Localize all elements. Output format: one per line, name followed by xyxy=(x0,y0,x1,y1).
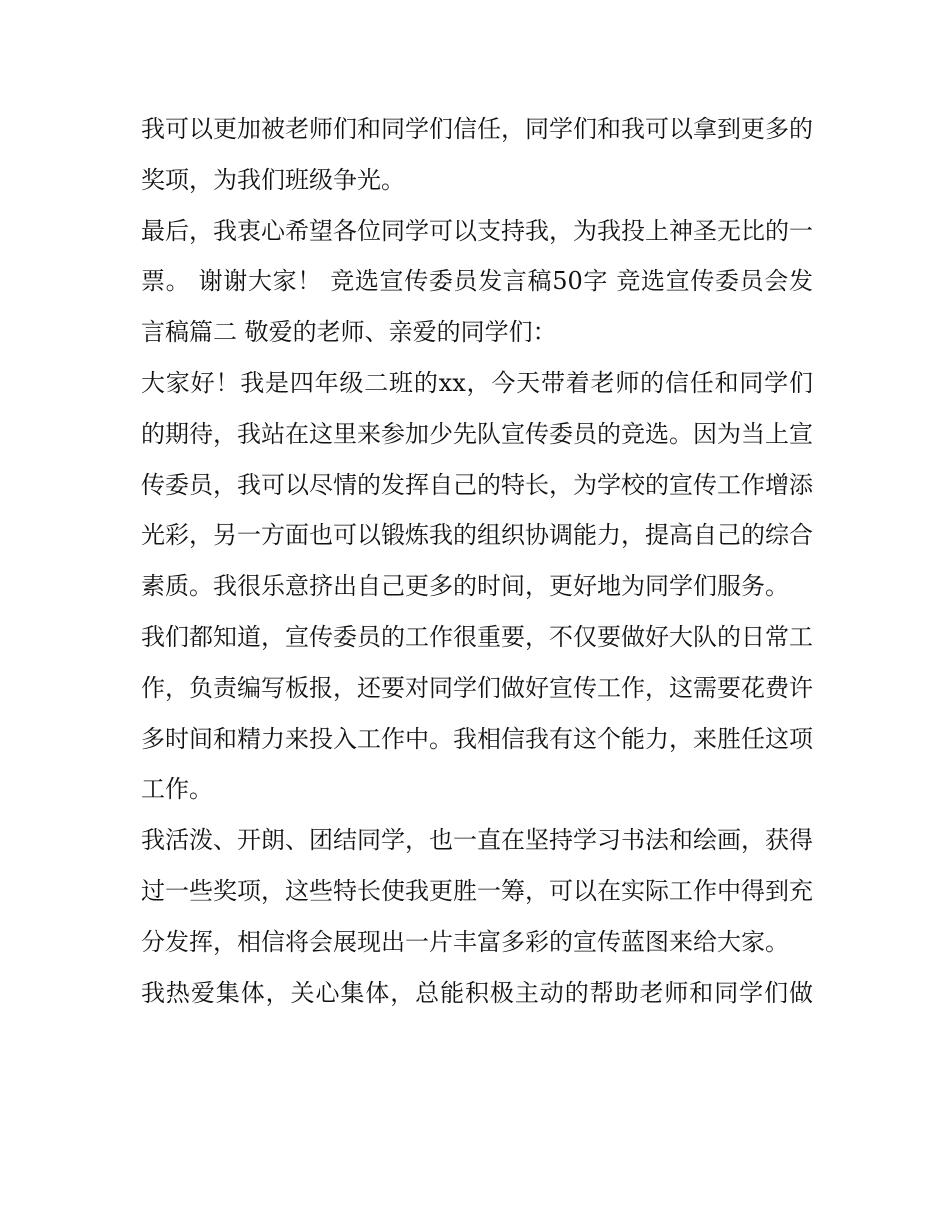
paragraph-1: 我可以更加被老师们和同学们信任，同学们和我可以拿到更多的奖项，为我们班级争光。 xyxy=(141,115,813,194)
paragraph-2: 最后，我衷心希望各位同学可以支持我，为我投上神圣无比的一票。 谢谢大家！ 竞选宣传委员发言稿50字 竞选宣传委员会发言稿篇二 敬爱的老师、亲爱的同学们： xyxy=(141,216,813,347)
document-body xyxy=(141,104,813,1018)
paragraph-3: 大家好！我是四年级二班的xx，今天带着老师的信任和同学们的期待，我站在这里来参加少先队宣传委员的竞选。因为当上宣传委员，我可以尽情的发挥自己的特长，为学校的宣传工作增添光彩，另一方面也可以锻炼我的组织协调能力，提高自己的综合素质。我很乐意挤出自己更多的时间，更好地为同学们服务。 xyxy=(141,368,813,601)
paragraph-6: 我热爱集体，关心集体，总能积极主动的帮助老师和同学们做 xyxy=(141,978,813,1007)
paragraph-4: 我们都知道，宣传委员的工作很重要，不仅要做好大队的日常工作，负责编写板报，还要对同学们做好宣传工作，这需要花费许多时间和精力来投入工作中。我相信我有这个能力，来胜任这项工作。 xyxy=(141,622,813,804)
paragraph-5: 我活泼、开朗、团结同学，也一直在坚持学习书法和绘画，获得过一些奖项，这些特长使我更胜一筹，可以在实际工作中得到充分发挥，相信将会展现出一片丰富多彩的宣传蓝图来给大家。 xyxy=(141,826,813,956)
